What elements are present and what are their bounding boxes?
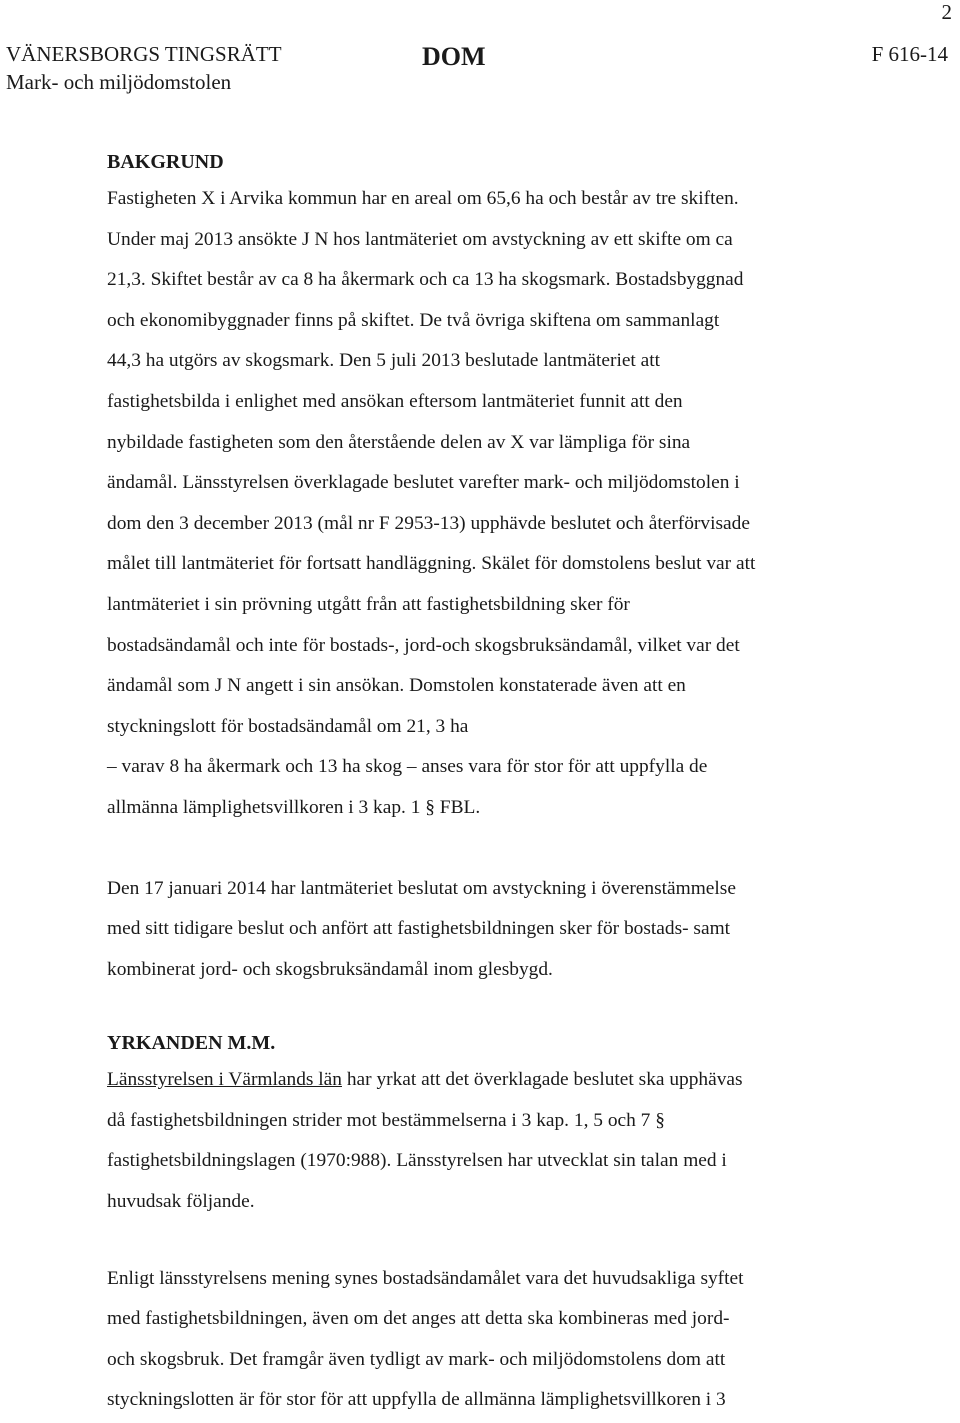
section-heading-bakgrund: BAKGRUND: [107, 151, 224, 173]
document-type: DOM: [422, 42, 486, 71]
page-number: 2: [941, 0, 952, 24]
document-body: [107, 145, 907, 1421]
court-name: VÄNERSBORGS TINGSRÄTT: [6, 42, 282, 66]
court-department: Mark- och miljödomstolen: [6, 70, 232, 94]
paragraph-yrkanden-1-text: har yrkat att det överklagade beslutet ska upphävas då fastighetsbildningen strider mot bestämmelserna i 3 kap. 1, 5 och 7 § fastighetsbildningslagen (1970:988). Länsstyrelsen har utvecklat sin talan med i huvudsak följande.: [107, 1069, 743, 1213]
paragraph-gap: [107, 829, 907, 869]
paragraph-bakgrund-1: Fastigheten X i Arvika kommun har en areal om 65,6 ha och består av tre skiften. Under maj 2013 ansökte J N hos lantmäteriet om avstyckning av ett skifte om ca 21,3. Skiftet består av ca 8 ha åkermark och ca 13 ha skogsmark. Bostadsbyggnad och ekonomibyggnader finns på skiftet. De två övriga skiftena om sammanlagt 44,3 ha utgörs av skogsmark. Den 5 juli 2013 beslutade lantmäteriet att fastighetsbilda i enlighet med ansökan eftersom lantmäteriet funnit att den nybildade fastigheten som den återstående delen av X var lämpliga för sina ändamål. Länsstyrelsen överklagade beslutet varefter mark- och miljödomstolen i dom den 3 december 2013 (mål nr F 2953-13) upphävde beslutet och återförvisade målet till lantmäteriet för fortsatt handläggning. Skälet för domstolens beslut var att lantmäteriet i sin prövning utgått från att fastighetsbildning sker för bostadsändamål och inte för bostads-, jord-och skogsbruksändamål, vilket var det ändamål som J N angett i sin ansökan. Domstolen konstaterade även att en styckningslott för bostadsändamål om 21, 3 ha – varav 8 ha åkermark och 13 ha skog – anses vara för stor för att uppfylla de allmänna lämplighetsvillkoren i 3 kap. 1 § FBL.: [107, 188, 756, 818]
section-heading-yrkanden: YRKANDEN M.M.: [107, 1032, 276, 1055]
party-name-link[interactable]: Länsstyrelsen i Värmlands län: [107, 1069, 342, 1091]
paragraph-gap: [107, 1223, 907, 1259]
document-header: [6, 40, 948, 100]
paragraph-bakgrund-2: Den 17 januari 2014 har lantmäteriet beslutat om avstyckning i överenstämmelse med sitt tidigare beslut och anfört att fastighetsbildningen sker för bostads- samt kombinerat jord- och skogsbruksändamål inom glesbygd.: [107, 877, 736, 980]
paragraph-yrkanden-2: Enligt länsstyrelsens mening synes bostadsändamålet vara det huvudsakliga syftet med fastighetsbildningen, även om det anges att detta ska kombineras med jord- och skogsbruk. Det framgår även tydligt av mark- och miljödomstolens dom att styckningslotten är för stor för att uppfylla de allmänna lämplighetsvillkoren i 3: [107, 1267, 744, 1411]
case-number: F 616-14: [871, 42, 948, 66]
paragraph-gap: [107, 990, 907, 1026]
paragraph-yrkanden-1: [107, 1060, 907, 1222]
